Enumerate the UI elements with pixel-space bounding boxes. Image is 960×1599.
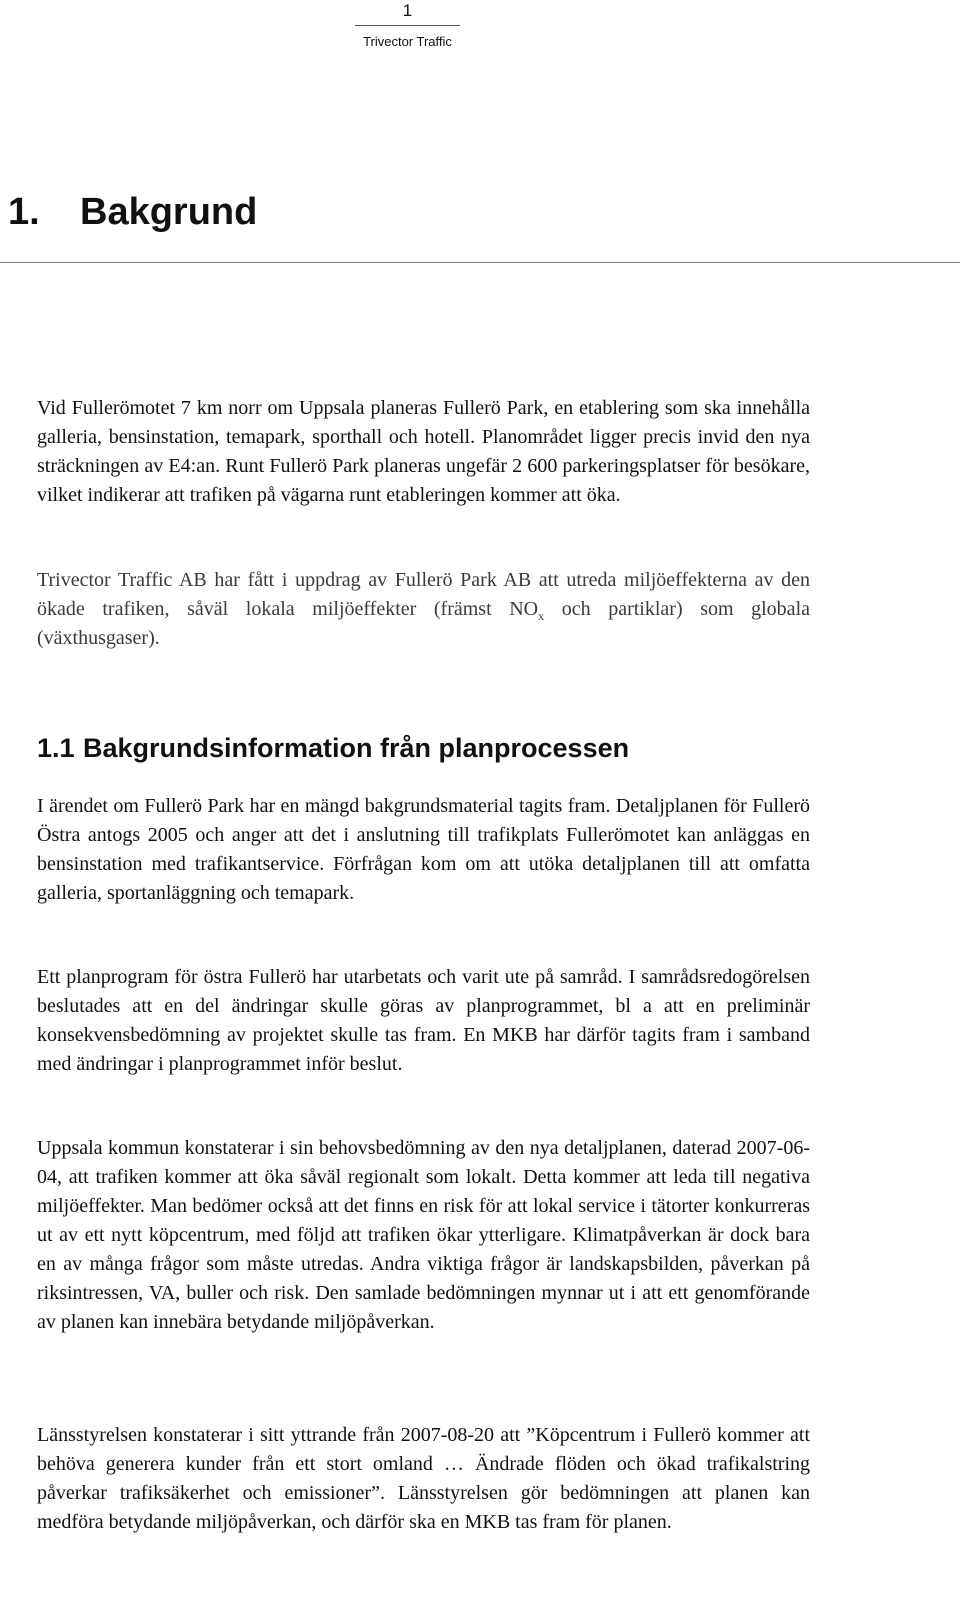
page-header: [355, 0, 460, 50]
section-paragraph-3: Uppsala kommun konstaterar i sin behovsbedömning av den nya detaljplanen, daterad 2007-06-04, att trafiken kommer att öka såväl regionalt som lokalt. Detta kommer att leda till negativa miljöeffekter. Man bedömer också att det finns en risk för att lokal service i tätorter konkurreras ut av ett nytt köpcentrum, med följd att trafiken ökar ytterligare. Klimatpåverkan är dock bara en av många frågor som måste utredas. Andra viktiga frågor är landskapsbilden, påverkan på riksintressen, VA, buller och risk. Den samlade bedömningen mynnar ut i att ett genomförande av planen kan innebära betydande miljöpåverkan.: [37, 1137, 810, 1333]
intro-paragraph-1: Vid Fullerömotet 7 km norr om Uppsala planeras Fullerö Park, en etablering som ska innehålla galleria, bensinstation, temapark, sporthall och hotell. Planområdet ligger precis invid den nya sträckningen av E4:an. Runt Fullerö Park planeras ungefär 2 600 parkeringsplatser för besökare, vilket indikerar att trafiken på vägarna runt etableringen kommer att öka.: [37, 397, 810, 506]
section-number: 1.1: [37, 733, 75, 763]
section-title: Bakgrundsinformation från planprocessen: [83, 733, 630, 763]
chapter-rule: [0, 262, 960, 263]
chapter-title: Bakgrund: [80, 191, 258, 233]
nox-subscript: x: [538, 609, 545, 623]
chapter-heading: [8, 188, 257, 236]
section-paragraph-1: I ärendet om Fullerö Park har en mängd bakgrundsmaterial tagits fram. Detaljplanen för Fullerö Östra antogs 2005 och anger att det i anslutning till trafikplats Fullerömotet kan anläggas en bensinstation med trafikantservice. Förfrågan kom om att utöka detaljplanen till att omfatta galleria, sportanläggning och temapark.: [37, 795, 810, 904]
header-rule: [355, 25, 460, 26]
chapter-number: 1.: [8, 191, 40, 233]
section-heading: [37, 730, 629, 766]
page-number: 1: [402, 1, 413, 20]
section-paragraph-2: Ett planprogram för östra Fullerö har utarbetats och varit ute på samråd. I samrådsredogörelsen beslutades att en del ändringar skulle göras av planprogrammet, bl a att en preliminär konsekvensbedömning av projektet skulle tas fram. En MKB har därför tagits fram i samband med ändringar i planprogrammet inför beslut.: [37, 966, 810, 1075]
header-company-name: Trivector Traffic: [363, 34, 452, 49]
intro-paragraph-2: [37, 566, 810, 653]
intro-paragraph-2-text-after: och partiklar) som globala (växthusgaser).: [37, 598, 810, 649]
section-paragraph-4: Länsstyrelsen konstaterar i sitt yttrande från 2007-08-20 att ”Köpcentrum i Fullerö kommer att behöva generera kunder från ett stort omland … Ändrade flöden och ökad trafikalstring påverkar trafiksäkerhet och emissioner”. Länsstyrelsen gör bedömningen att planen kan medföra betydande miljöpåverkan, och därför ska en MKB tas fram för planen.: [37, 1424, 810, 1533]
intro-paragraph-2-text-before: Trivector Traffic AB har fått i uppdrag av Fullerö Park AB att utreda miljöeffekterna av den ökade trafiken, såväl lokala miljöeffekter (främst NO: [37, 569, 810, 620]
